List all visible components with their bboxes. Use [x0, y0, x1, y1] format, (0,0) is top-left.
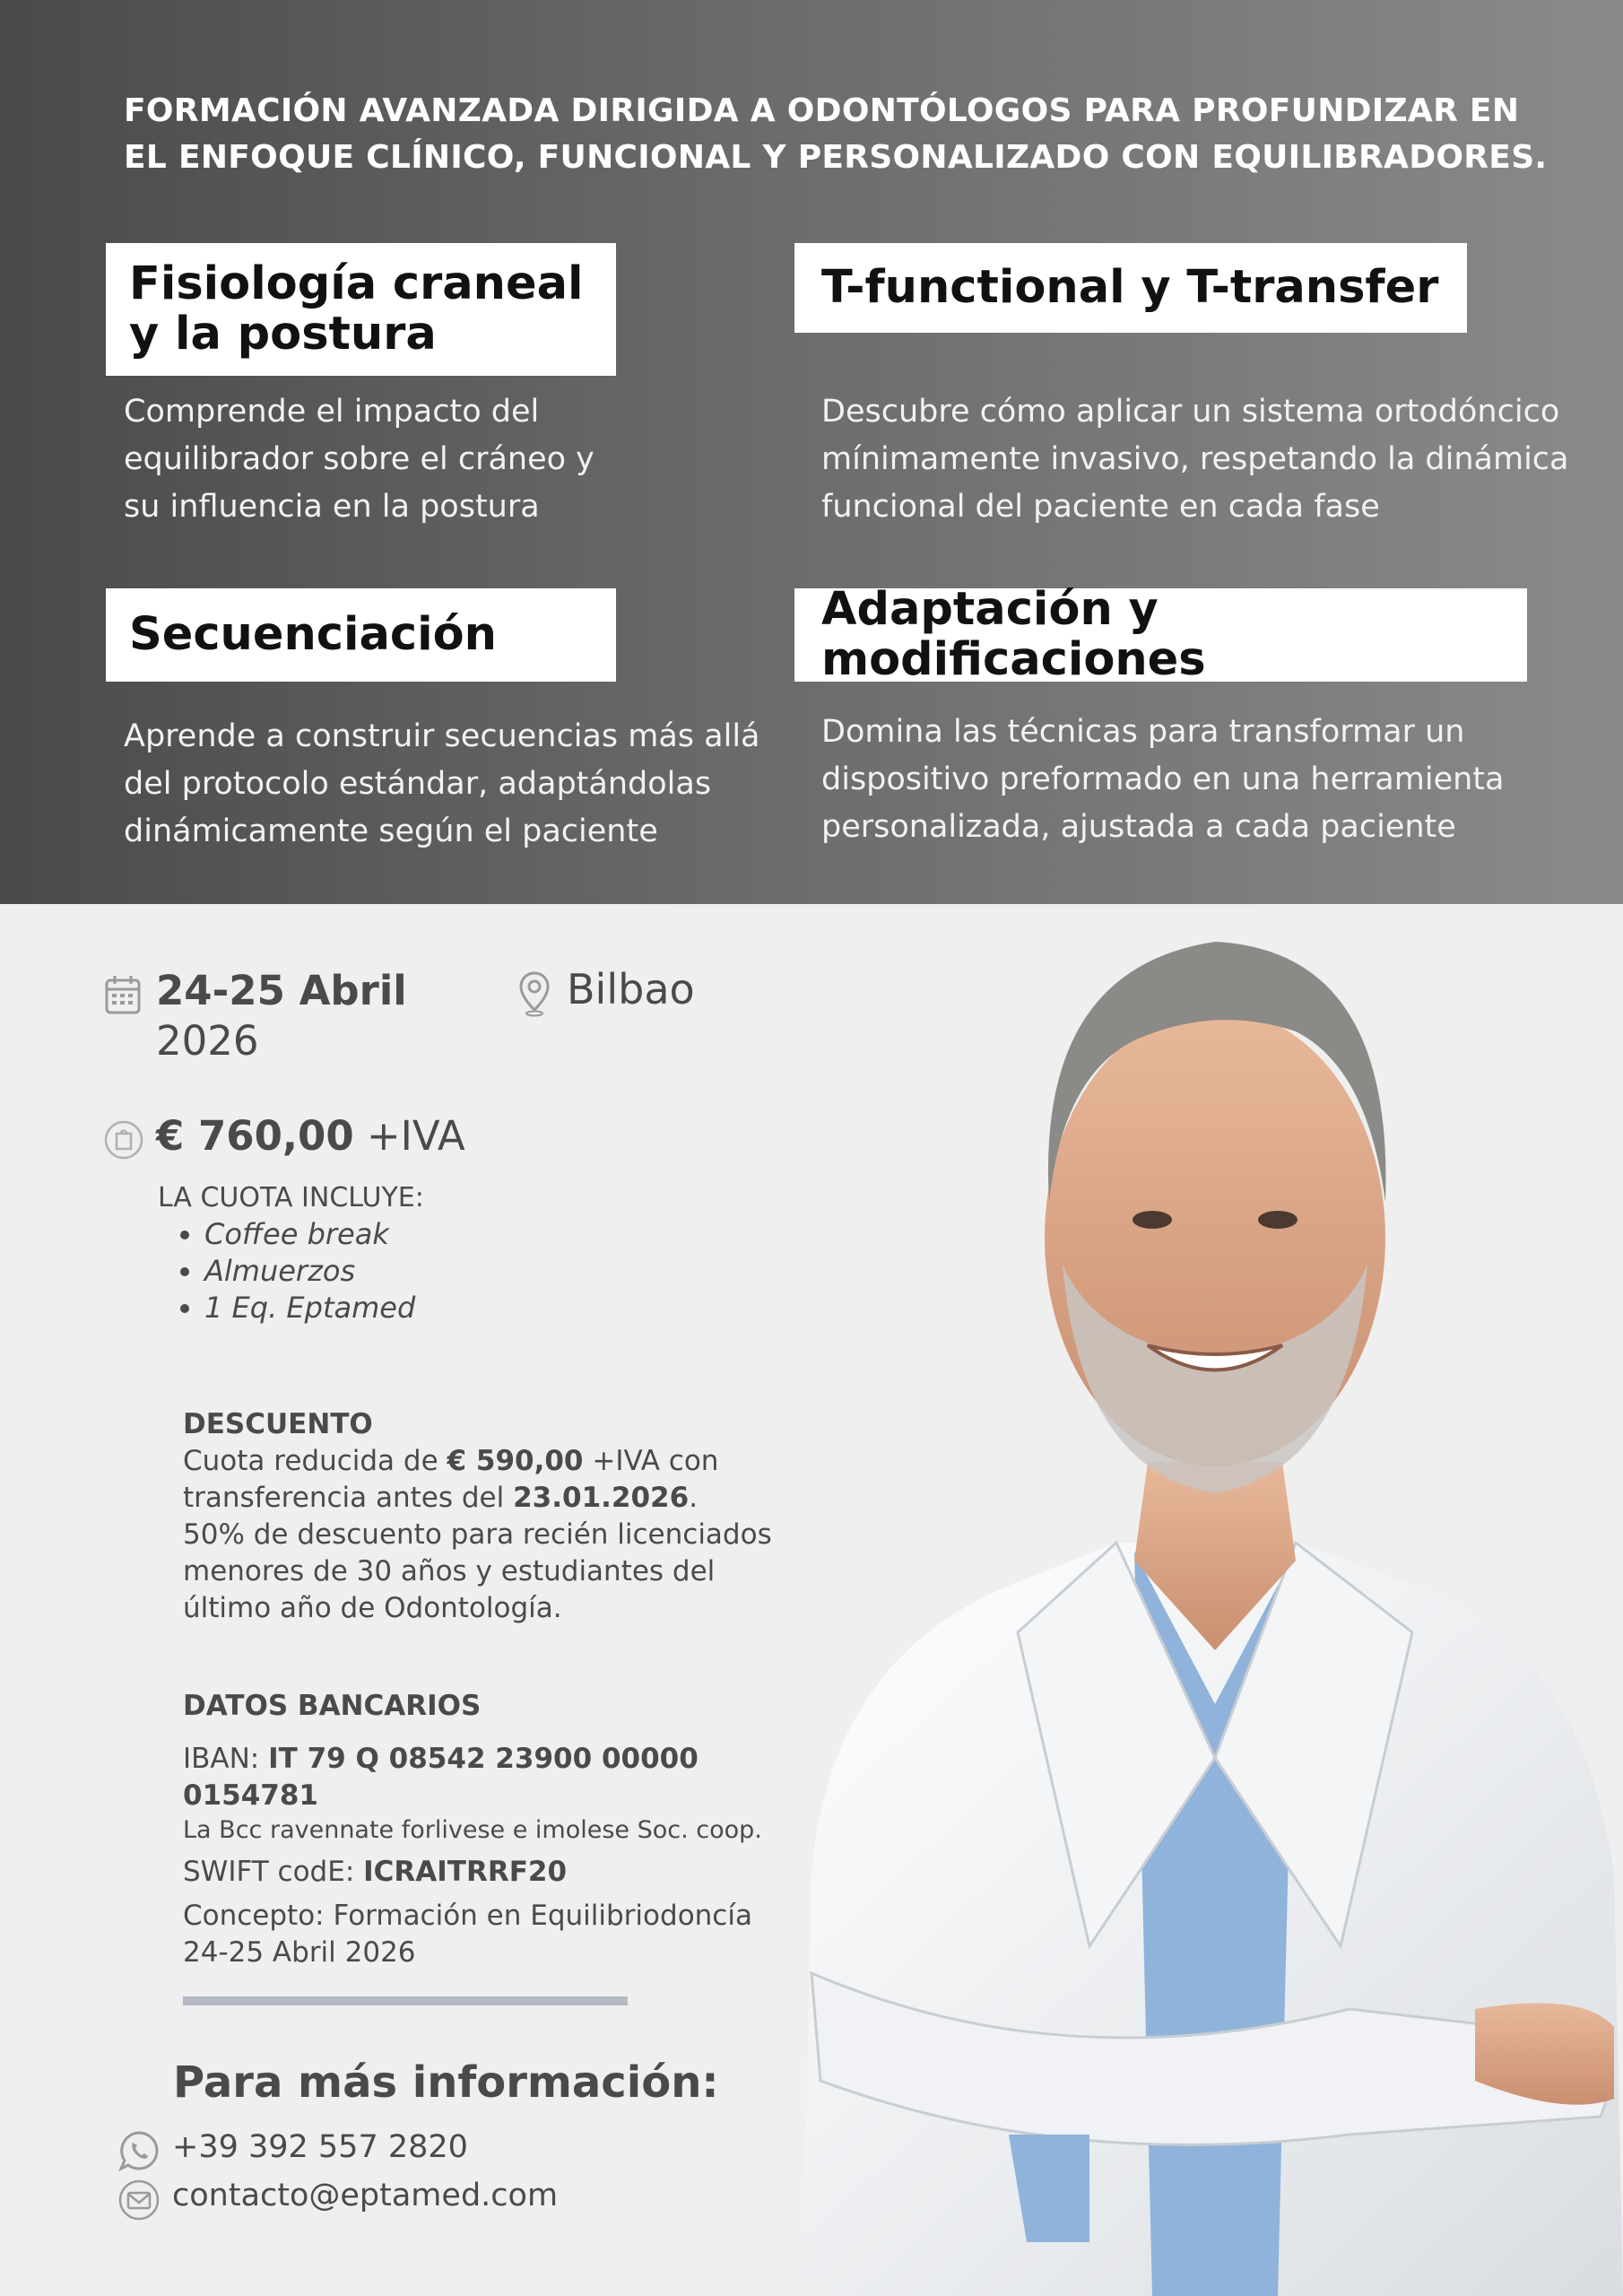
event-city: Bilbao: [567, 965, 695, 1013]
discount-price: € 590,00: [447, 1445, 584, 1477]
topic-title-line: Secuenciación: [129, 608, 497, 661]
desc-line: Aprende a construir secuencias más allá: [124, 718, 760, 754]
iban-label: IBAN:: [183, 1743, 269, 1775]
topic-title-secuenciacion: [106, 588, 616, 682]
discount-line: [183, 1480, 811, 1517]
topic-title-line: Fisiología craneal: [129, 257, 584, 310]
desc-line: Comprende el impacto del: [124, 394, 540, 430]
desc-line: del protocolo estándar, adaptándolas: [124, 766, 712, 802]
divider: [183, 1996, 628, 2005]
text: .: [689, 1482, 699, 1514]
list-item: • Coffee break: [204, 1216, 415, 1253]
topic-desc-adaptacion: [821, 709, 1504, 851]
topic-title-fisiologia: [106, 243, 616, 376]
iban-line: [183, 1741, 811, 1814]
desc-line: Domina las técnicas para transformar un: [821, 714, 1465, 750]
text: +IVA con: [583, 1445, 719, 1477]
topic-title-line: Adaptación y modificaciones: [821, 583, 1206, 686]
doctor-photo: [794, 843, 1623, 2296]
topic-desc-fisiologia: [124, 388, 595, 531]
bank-name: La Bcc ravennate forlivese e imolese Soc. coop.: [183, 1816, 762, 1844]
topic-desc-tfunctional: [821, 388, 1569, 531]
discount-line: menores de 30 años y estudiantes del: [183, 1555, 716, 1587]
email-icon: [117, 2179, 161, 2222]
topic-title-line: T-functional y T-transfer: [821, 261, 1439, 314]
topic-desc-secuenciacion: [124, 713, 760, 856]
list-item: • Almuerzos: [204, 1253, 415, 1290]
text: transferencia antes del: [183, 1482, 514, 1514]
event-price: [156, 1112, 465, 1160]
text: Cuota reducida de: [183, 1445, 447, 1477]
bank-block: [183, 1688, 811, 1971]
price-value: € 760,00: [156, 1112, 354, 1160]
includes-title: LA CUOTA INCLUYE:: [158, 1182, 424, 1213]
headline-line: EL ENFOQUE CLÍNICO, FUNCIONAL Y PERSONALIZADO CON EQUILIBRADORES.: [124, 139, 1548, 176]
price-tag-icon: [103, 1119, 144, 1161]
event-date: 24-25 Abril: [156, 967, 407, 1014]
headline-line: FORMACIÓN AVANZADA DIRIGIDA A ODONTÓLOGOS PARA PROFUNDIZAR EN: [124, 92, 1520, 129]
concept-line: 24-25 Abril 2026: [183, 1936, 416, 1969]
contact-title: Para más información:: [173, 2057, 719, 2108]
whatsapp-icon: [117, 2129, 161, 2172]
desc-line: mínimamente invasivo, respetando la dinámica: [821, 441, 1569, 477]
discount-title: DESCUENTO: [183, 1408, 373, 1440]
location-pin-icon: [518, 970, 551, 1017]
discount-block: [183, 1406, 811, 1627]
discount-line: último año de Odontología.: [183, 1592, 562, 1624]
swift-line: [183, 1854, 811, 1891]
list-item: • 1 Eq. Eptamed: [204, 1290, 415, 1326]
desc-line: personalizada, ajustada a cada paciente: [821, 809, 1456, 845]
discount-line: 50% de descuento para recién licenciados: [183, 1518, 772, 1551]
desc-line: dispositivo preformado en una herramienta: [821, 761, 1505, 797]
discount-deadline: 23.01.2026: [513, 1482, 690, 1514]
headline: [124, 88, 1558, 181]
desc-line: Descubre cómo aplicar un sistema ortodóncico: [821, 394, 1560, 430]
discount-line: [183, 1443, 811, 1480]
topic-title-line: y la postura: [129, 308, 437, 361]
contact-email[interactable]: contacto@eptamed.com: [172, 2178, 559, 2213]
desc-line: dinámicamente según el paciente: [124, 813, 658, 849]
swift-value: ICRAITRRF20: [363, 1856, 568, 1888]
topic-title-tfunctional: [794, 243, 1467, 333]
desc-line: funcional del paciente en cada fase: [821, 489, 1380, 525]
contact-phone[interactable]: +39 392 557 2820: [172, 2129, 468, 2165]
includes-list: [161, 1216, 415, 1326]
iban-value: IT 79 Q 08542 23900 00000 0154781: [183, 1743, 699, 1812]
event-year: 2026: [156, 1017, 259, 1065]
price-suffix: +IVA: [353, 1112, 465, 1160]
concept-line: Concepto: Formación en Equilibriodoncía: [183, 1900, 752, 1932]
calendar-icon: [105, 975, 141, 1014]
bank-title: DATOS BANCARIOS: [183, 1690, 482, 1722]
desc-line: equilibrador sobre el cráneo y: [124, 441, 595, 477]
swift-label: SWIFT codE:: [183, 1856, 364, 1888]
topic-title-adaptacion: [794, 583, 1527, 686]
desc-line: su influencia en la postura: [124, 489, 540, 525]
